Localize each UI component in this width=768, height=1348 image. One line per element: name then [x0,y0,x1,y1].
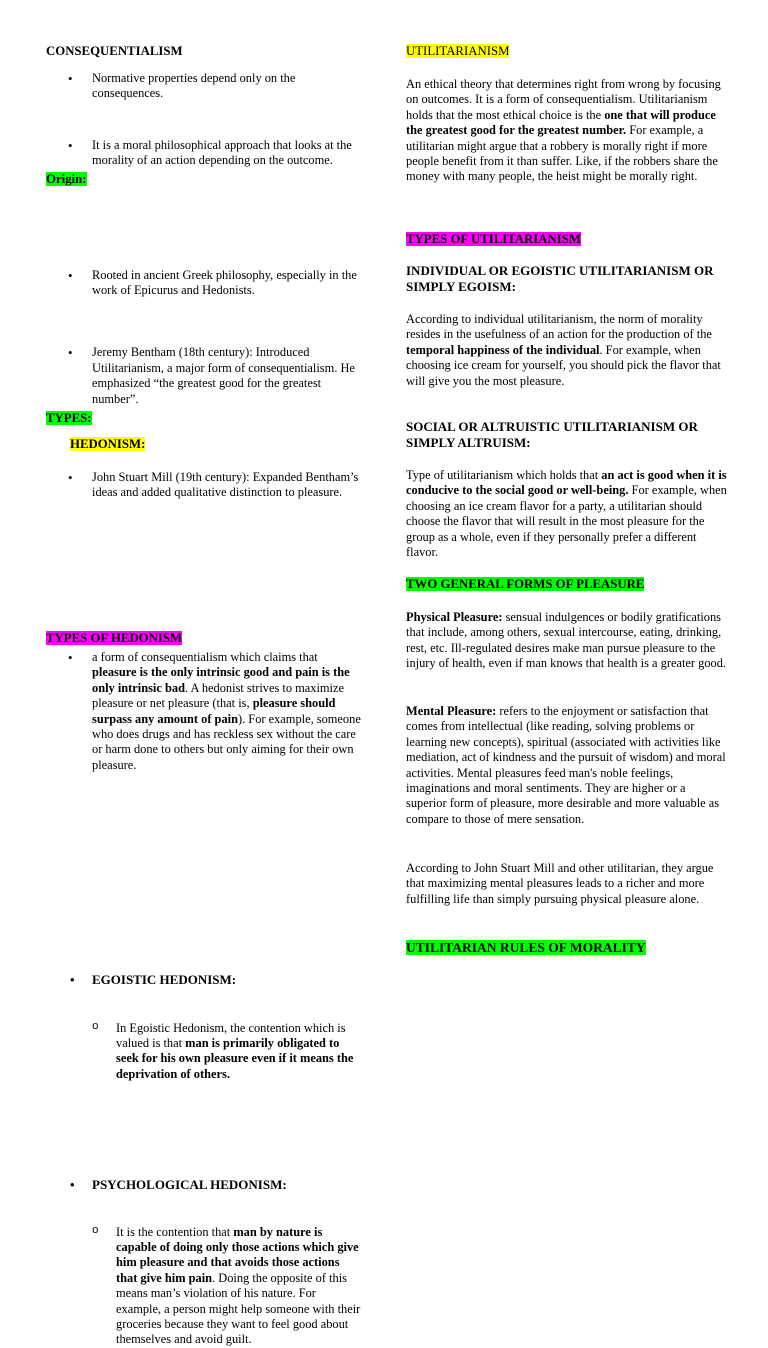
types-label: TYPES: [46,411,92,425]
physical-pleasure-text: Physical Pleasure: sensual indulgences or bodily gratifications that include, among others, sexual intercourse, eating, drinking, rest, etc. Ill-regulated desires make man pursue pleasure to the injury of health, even if man knows that health is a greater good. [406,610,726,671]
list-item: • It is a moral philosophical approach that looks at the morality of an action depending on the outcome. [46,138,361,169]
egoistic-hedonism-heading: • EGOISTIC HEDONISM: [46,972,361,987]
utilitarianism-text: An ethical theory that determines right from wrong by focusing on outcomes. It is a form of consequentialism. Utilitarianism holds that the most ethical choice is the one that will produce the greatest good for the greatest number. For example, a utilitarian might argue that a robbery is morally right if more people benefit from it than suffer. Like, if the robbers share the money with many people, the heist might be morally right. [406,77,721,184]
mental-pleasure-text: Mental Pleasure: refers to the enjoyment or satisfaction that comes from intellectual (like reading, solving problems or learning new concepts), spiritual (associated with activities like mediation, act of kindness and the pursuit of wisdom) and moral activities. Mental pleasures feed man's noble feelings, imaginations and moral sentiments. They are higher or a superior form of pleasure, more desirable and more valuable as compare to those of mere sensation. [406,704,726,826]
rules-of-morality-label: UTILITARIAN RULES OF MORALITY [406,940,646,955]
psychological-hedonism-text: o It is the contention that man by nature is capable of doing only those actions which give him pleasure and that avoids those actions that give him pain. Doing the opposite of this means man’s violation of his nature. For example, a person might help someone with their groceries because they want to feel good about themselves and avoid guilt. [46,1225,361,1348]
list-item: • Rooted in ancient Greek philosophy, especially in the work of Epicurus and Hedonists. [46,268,361,299]
hedonism-definition: • a form of consequentialism which claims that pleasure is the only intrinsic good and pain is the only intrinsic bad. A hedonist strives to maximize pleasure or net pleasure (that is, pleasure should surpass any amount of pain). For example, someone who does drugs and has reckless sex without the care or harm done to others but only aiming for their own pleasure. [46,650,361,773]
origin-label: Origin: [46,172,87,186]
types-of-utilitarianism-label: TYPES OF UTILITARIANISM [406,232,581,246]
utilitarianism-label: UTILITARIANISM [406,44,510,58]
list-item: • Jeremy Bentham (18th century): Introduced Utilitarianism, a major form of consequentialism. He emphasized “the greatest good for the greatest number”. [46,345,361,407]
left-column [46,0,361,1347]
consequentialism-title: CONSEQUENTIALISM [46,44,183,58]
list-item: • Normative properties depend only on the consequences. [46,71,361,102]
egoistic-hedonism-text: o In Egoistic Hedonism, the contention which is valued is that man is primarily obligated to seek for his own pleasure even if it means the deprivation of others. [46,1021,361,1083]
psychological-hedonism-heading: • PSYCHOLOGICAL HEDONISM: [46,1177,361,1192]
mill-text: According to John Stuart Mill and other utilitarian, they argue that maximizing mental pleasures leads to a richer and more fulfilling life than simply pursuing physical pleasure alone. [406,861,714,906]
list-item: • John Stuart Mill (19th century): Expanded Bentham’s ideas and added qualitative distinction to pleasure. [46,470,361,501]
social-utilitarianism-text: Type of utilitarianism which holds that an act is good when it is conducive to the social good or well-being. For example, when choosing an ice cream flavor for a party, a utilitarian should choose the flavor that will result in the most pleasure for the group as a whole, even if they personally prefer a different flavor. [406,468,727,560]
individual-utilitarianism-heading: INDIVIDUAL OR EGOISTIC UTILITARIANISM OR SIMPLY EGOISM: [406,263,714,294]
social-utilitarianism-heading: SOCIAL OR ALTRUISTIC UTILITARIANISM OR SIMPLY ALTRUISM: [406,419,698,450]
hedonism-label: HEDONISM: [70,437,146,451]
types-of-hedonism-label: TYPES OF HEDONISM [46,631,183,645]
individual-utilitarianism-text: According to individual utilitarianism, the norm of morality resides in the usefulness of an action for the production of the temporal happiness of the individual. For example, when choosing ice cream for yourself, you should pick the flavor that will give you the most pleasure. [406,312,721,388]
two-forms-label: TWO GENERAL FORMS OF PLEASURE [406,577,645,591]
